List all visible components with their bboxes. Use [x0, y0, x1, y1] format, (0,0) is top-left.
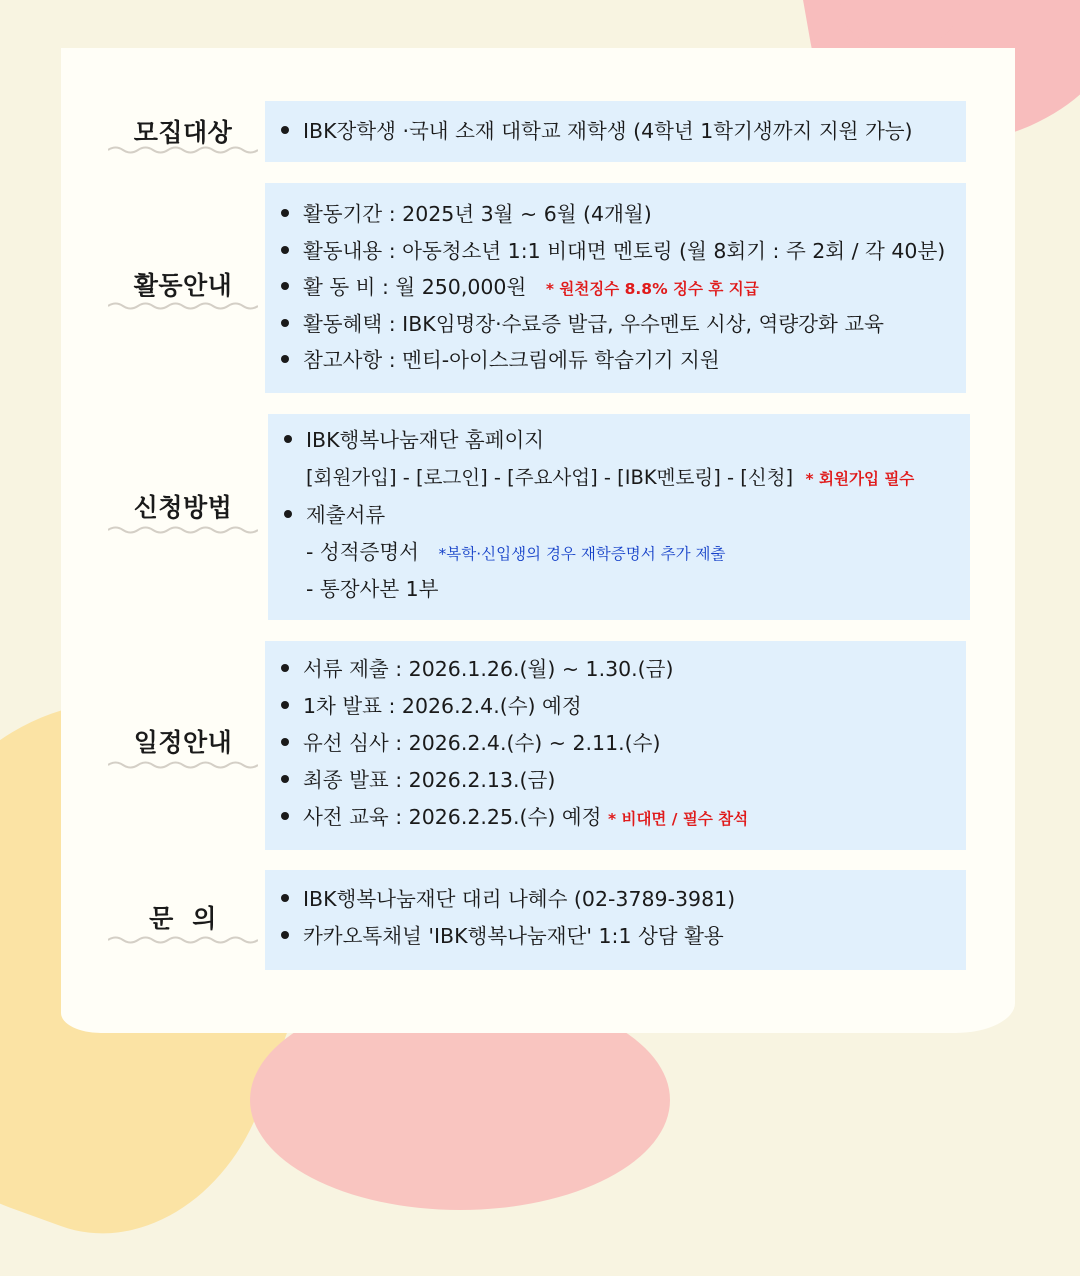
bullet-icon: [281, 931, 289, 939]
list-item: [279, 885, 960, 913]
wave-underline: [108, 525, 258, 535]
bullet-icon: [281, 319, 289, 327]
list-item: [282, 426, 964, 454]
item-text: 서류 제출 : 2026.1.26.(월) ~ 1.30.(금): [303, 657, 674, 681]
bullet-icon: [281, 812, 289, 820]
item-text: 활동내용 : 아동청소년 1:1 비대면 멘토링 (월 8회기 : 주 2회 / 각 40분): [303, 239, 946, 263]
list-item: [282, 464, 964, 493]
list-item: [279, 803, 960, 833]
section-box-recruitment: [265, 101, 966, 162]
item-text: 활 동 비 : 월 250,000원: [303, 275, 527, 299]
section-label-contact: 문 의: [149, 904, 217, 933]
item-text: IBK장학생 ·국내 소재 대학교 재학생 (4학년 1학기생까지 지원 가능): [303, 119, 913, 143]
bullet-icon: [281, 126, 289, 134]
section-label-application: 신청방법: [133, 493, 233, 522]
item-text: 활동혜택 : IBK임명장·수료증 발급, 우수멘토 시상, 역량강화 교육: [303, 312, 884, 336]
section-box-application: [268, 414, 970, 620]
list-item: [279, 237, 960, 265]
wave-underline: [108, 145, 258, 155]
list-item: [279, 346, 960, 374]
item-text: 제출서류: [306, 503, 386, 527]
list-item: [279, 117, 960, 145]
item-text: 카카오톡채널 'IBK행복나눔재단' 1:1 상담 활용: [303, 924, 724, 948]
bullet-icon: [281, 209, 289, 217]
item-text: 참고사항 : 멘티-아이스크림에듀 학습기기 지원: [303, 348, 720, 372]
item-note: * 회원가입 필수: [805, 470, 915, 488]
list-item: [279, 729, 960, 757]
bullet-icon: [281, 355, 289, 363]
wave-underline: [108, 935, 258, 945]
bullet-icon: [284, 435, 292, 443]
list-item: [279, 655, 960, 683]
item-note: * 비대면 / 필수 참석: [607, 810, 749, 828]
bullet-icon: [281, 246, 289, 254]
list-item: [279, 692, 960, 720]
item-note: * 원천징수 8.8% 징수 후 지급: [545, 280, 759, 298]
bullet-icon: [281, 664, 289, 672]
item-text: - 성적증명서: [306, 540, 419, 564]
section-box-activity: [265, 183, 966, 393]
wave-underline: [108, 301, 258, 311]
item-text: 최종 발표 : 2026.2.13.(금): [303, 768, 556, 792]
list-item: [279, 200, 960, 228]
list-item: [279, 273, 960, 303]
bullet-icon: [281, 894, 289, 902]
item-note: *복학·신입생의 경우 재학증명서 추가 제출: [438, 545, 726, 563]
wave-underline: [108, 760, 258, 770]
list-item: [282, 538, 964, 568]
item-text: IBK행복나눔재단 홈페이지: [306, 428, 545, 452]
item-text: 유선 심사 : 2026.2.4.(수) ~ 2.11.(수): [303, 731, 661, 755]
item-text: - 통장사본 1부: [306, 577, 439, 601]
section-label-schedule: 일정안내: [133, 728, 233, 757]
list-item: [279, 310, 960, 338]
item-text: 활동기간 : 2025년 3월 ~ 6월 (4개월): [303, 202, 652, 226]
bullet-icon: [284, 510, 292, 518]
item-text: IBK행복나눔재단 대리 나혜수 (02-3789-3981): [303, 887, 736, 911]
section-box-schedule: [265, 641, 966, 850]
list-item: [282, 575, 964, 603]
bullet-icon: [281, 738, 289, 746]
bullet-icon: [281, 701, 289, 709]
list-item: [279, 766, 960, 794]
item-text: [회원가입] - [로그인] - [주요사업] - [IBK멘토링] - [신청]: [306, 466, 794, 489]
section-label-activity: 활동안내: [133, 271, 233, 300]
bullet-icon: [281, 282, 289, 290]
item-text: 사전 교육 : 2026.2.25.(수) 예정: [303, 805, 602, 829]
list-item: [282, 501, 964, 529]
section-label-recruitment: 모집대상: [133, 118, 233, 147]
item-text: 1차 발표 : 2026.2.4.(수) 예정: [303, 694, 582, 718]
section-box-contact: [265, 870, 966, 970]
list-item: [279, 922, 960, 950]
bullet-icon: [281, 775, 289, 783]
